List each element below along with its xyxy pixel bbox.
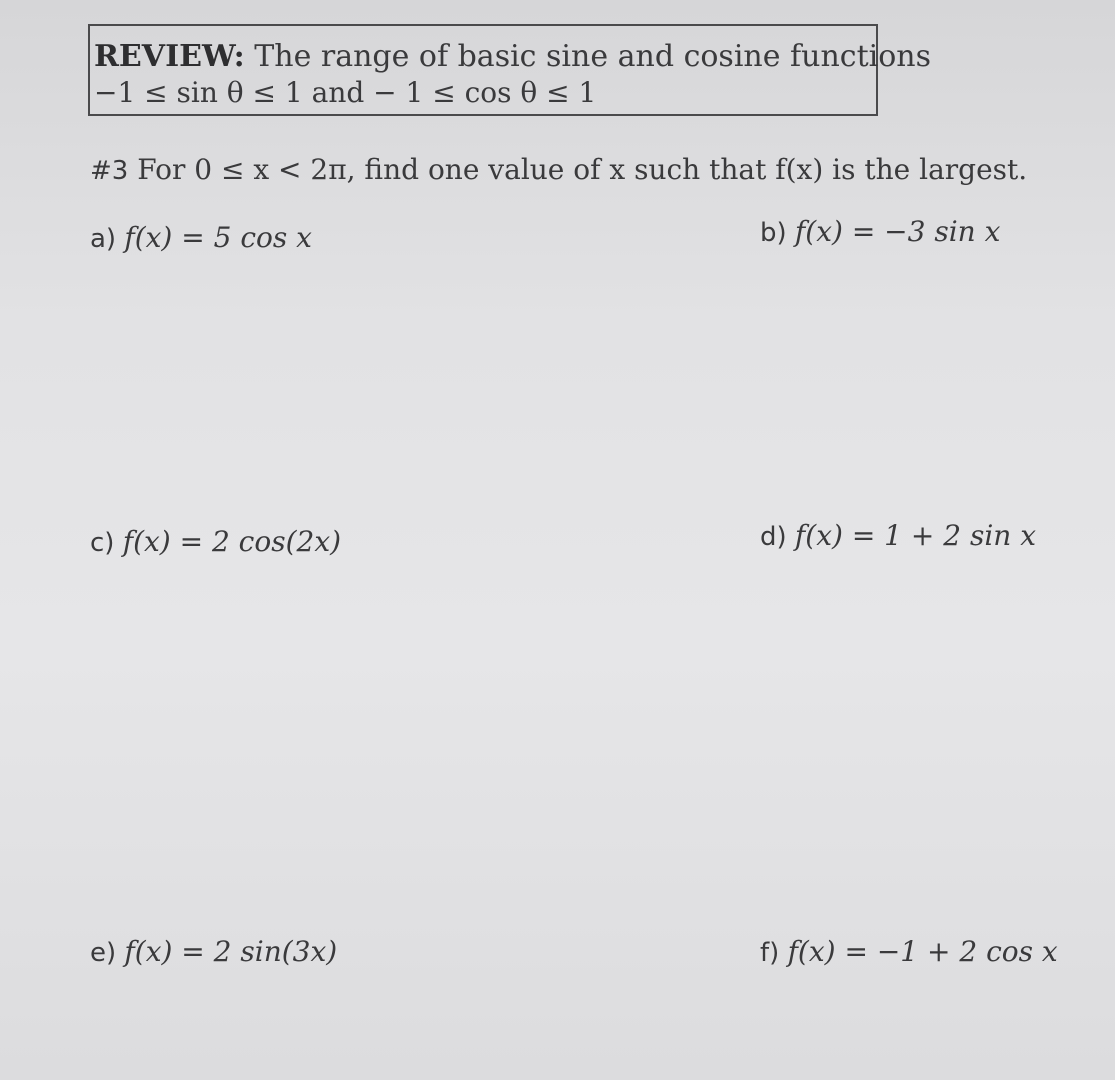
part-expression: f(x) = −3 sin x <box>794 215 1001 248</box>
part-expression: f(x) = 2 sin(3x) <box>124 935 338 968</box>
review-lead: REVIEW: <box>94 39 245 74</box>
part-b <box>760 214 1000 251</box>
part-letter: f) <box>760 938 788 968</box>
part-expression: f(x) = 2 cos(2x) <box>122 525 342 558</box>
part-letter: e) <box>90 938 125 968</box>
problem-number: #3 <box>90 156 129 186</box>
part-letter: c) <box>90 528 123 558</box>
part-a <box>90 220 312 257</box>
part-expression: f(x) = −1 + 2 cos x <box>787 935 1058 968</box>
part-letter: b) <box>760 218 795 248</box>
part-expression: f(x) = 1 + 2 sin x <box>794 519 1037 552</box>
review-inequality: −1 ≤ sin θ ≤ 1 and − 1 ≤ cos θ ≤ 1 <box>94 76 597 109</box>
part-expression: f(x) = 5 cos x <box>124 221 312 254</box>
part-d <box>760 518 1036 555</box>
part-f <box>760 934 1058 971</box>
review-heading <box>94 39 932 74</box>
part-letter: d) <box>760 522 795 552</box>
problem-statement <box>90 152 1027 189</box>
part-c <box>90 524 341 561</box>
review-box <box>88 24 932 116</box>
review-text: The range of basic sine and cosine functions <box>244 39 932 74</box>
problem-text: For 0 ≤ x < 2π, find one value of x such that f(x) is the largest. <box>128 153 1028 186</box>
part-letter: a) <box>90 224 125 254</box>
part-e <box>90 934 337 971</box>
